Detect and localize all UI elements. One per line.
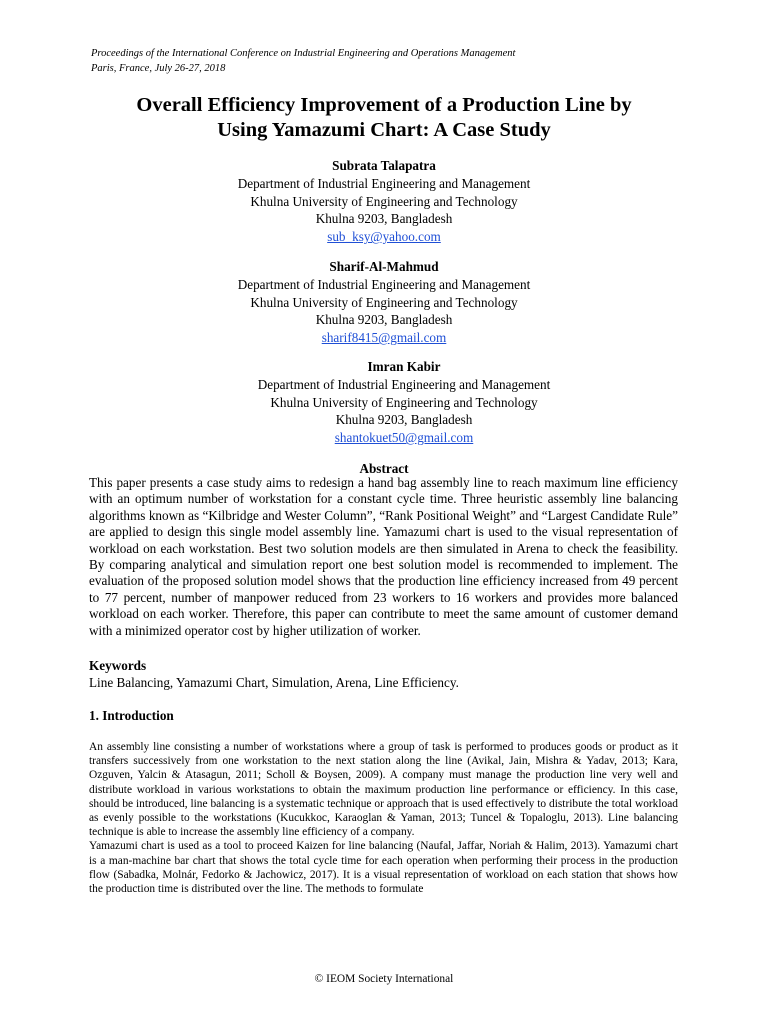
author-city: Khulna 9203, Bangladesh bbox=[315, 211, 453, 227]
author-email-link[interactable]: shantokuet50@gmail.com bbox=[334, 430, 474, 446]
author-university: Khulna University of Engineering and Technology bbox=[250, 193, 518, 209]
abstract-heading: Abstract bbox=[359, 461, 409, 476]
author-department: Department of Industrial Engineering and Management bbox=[237, 175, 531, 191]
introduction-paragraph: An assembly line consisting a number of workstations where a group of task is performed to produces goods or product as it transfers successively from one workstation to the next station along the line (Avikal, Jain, Mishra & Yadav, 2013; Kara, Ozguven, Yalcin & Atasagun, 2011; Scholl & Boysen, 2009). A company must manage the production line very well and distribute workload in various workstations to obtain the maximum production line performance or efficiency. In this case, should be introduced, line balancing is a systematic technique or approach that is used effectively to distribute the total workload as evenly possible to the workstations (Kucukkoc, Karaoglan & Yaman, 2013; Tuncel & Topaloglu, 2013). Line balancing technique is able to increase the assembly line efficiency of a company. bbox=[89, 741, 678, 839]
paper-title-line-2: Using Yamazumi Chart: A Case Study bbox=[217, 119, 551, 141]
keywords-heading: Keywords bbox=[89, 658, 147, 673]
author-city: Khulna 9203, Bangladesh bbox=[315, 312, 453, 328]
author-block bbox=[140, 358, 668, 447]
conference-header bbox=[91, 46, 691, 76]
author-block bbox=[120, 157, 648, 246]
author-block bbox=[120, 258, 648, 347]
author-email-link[interactable]: sub_ksy@yahoo.com bbox=[327, 229, 441, 245]
conference-name: Proceedings of the International Conference on Industrial Engineering and Operations Management bbox=[91, 48, 516, 59]
author-email-link[interactable]: sharif8415@gmail.com bbox=[321, 330, 447, 346]
author-name: Subrata Talapatra bbox=[332, 158, 436, 173]
introduction-paragraph: Yamazumi chart is used as a tool to proceed Kaizen for line balancing (Naufal, Jaffar, Noriah & Halim, 2013). Yamazumi chart is a man-machine bar chart that shows the total cycle time for each operation when performing their process in the production flow (Sabadka, Molnár, Fedorko & Jachowicz, 2017). It is a visual representation of workload on each station that shows how the production time is distributed over the line. The methods to formulate bbox=[89, 840, 678, 896]
author-university: Khulna University of Engineering and Technology bbox=[250, 294, 518, 310]
conference-location: Paris, France, July 26-27, 2018 bbox=[91, 63, 226, 74]
page-footer: © IEOM Society International bbox=[314, 973, 454, 985]
paper-title-line-1: Overall Efficiency Improvement of a Production Line by bbox=[136, 94, 632, 116]
author-name: Imran Kabir bbox=[367, 359, 441, 374]
introduction-heading: 1. Introduction bbox=[89, 708, 174, 723]
introduction-body bbox=[89, 740, 678, 896]
keywords-text: Line Balancing, Yamazumi Chart, Simulation, Arena, Line Efficiency. bbox=[89, 675, 459, 690]
author-city: Khulna 9203, Bangladesh bbox=[335, 412, 473, 428]
author-name: Sharif-Al-Mahmud bbox=[329, 259, 439, 274]
abstract-text: This paper presents a case study aims to redesign a hand bag assembly line to reach maximum line efficiency with an optimum number of workstation for a constant cycle time. Three heuristic assembly line balancing algorithms known as “Kilbridge and Wester Column”, “Rank Positional Weight” and “Largest Candidate Rule” are applied to design this single model assembly line. Yamazumi chart is used to the visual representation of workload on each workstation. Best two solution models are then simulated in Arena to check the feasibility. By comparing analytical and simulation report one best solution model is recommended to implement. The evaluation of the proposed solution model shows that the production line efficiency increased from 49 percent to 77 percent, number of manpower reduced from 23 workers to 16 workers and provides more balanced workload on each worker. Therefore, this paper can contribute to meet the same amount of customer demand with a minimized operator cost by higher utilization of worker. bbox=[89, 475, 678, 638]
paper-title bbox=[60, 93, 708, 143]
author-university: Khulna University of Engineering and Technology bbox=[270, 394, 538, 410]
author-department: Department of Industrial Engineering and Management bbox=[237, 276, 531, 292]
author-department: Department of Industrial Engineering and Management bbox=[257, 376, 551, 392]
